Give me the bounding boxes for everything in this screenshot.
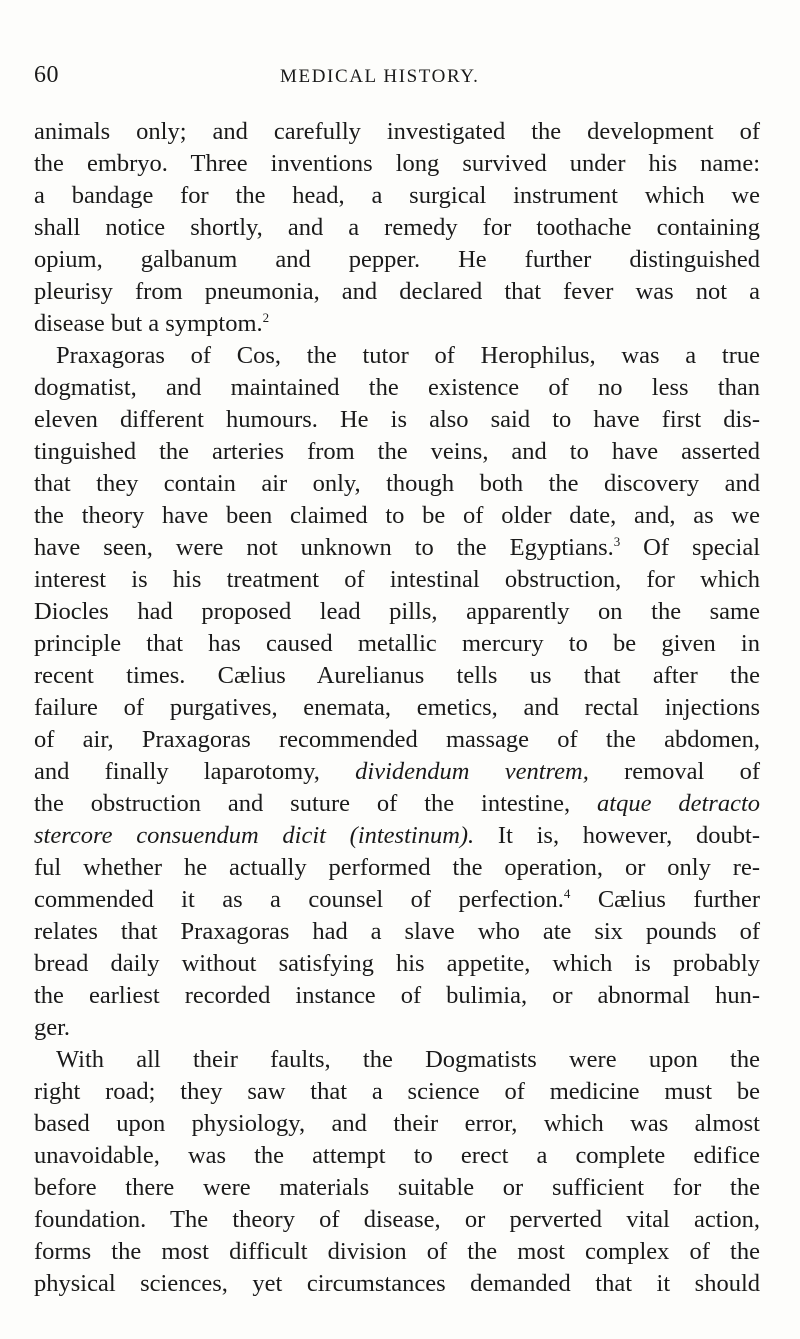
line-text-continued: It is, however, doubt- xyxy=(474,822,760,849)
text-line xyxy=(34,1140,760,1172)
line-text: the obstruction and suture of the intestine, xyxy=(34,790,598,817)
body-text xyxy=(34,116,760,1300)
text-line xyxy=(34,468,760,500)
page-number: 60 xyxy=(34,62,59,88)
line-text: have seen, were not unknown to the Egyptians. xyxy=(34,534,614,561)
footnote-marker: 4 xyxy=(563,886,571,901)
line-text: tinguished the arteries from the veins, and to have asserted xyxy=(34,438,760,465)
text-line xyxy=(34,660,760,692)
line-text: dogmatist, and maintained the existence of no less than xyxy=(34,374,760,401)
text-line xyxy=(34,404,760,436)
line-text: opium, galbanum and pepper. He further distinguished xyxy=(34,246,760,273)
line-text: physical sciences, yet circumstances demanded that it should xyxy=(34,1270,760,1297)
text-line xyxy=(34,500,760,532)
text-line xyxy=(34,916,760,948)
line-text: relates that Praxagoras had a slave who ate six pounds of xyxy=(34,918,760,945)
latin-phrase: atque detracto xyxy=(597,790,761,817)
text-line xyxy=(34,1012,760,1044)
line-text: unavoidable, was the attempt to erect a complete edifice xyxy=(34,1142,760,1169)
line-text: disease but a symptom. xyxy=(34,310,263,337)
text-line xyxy=(34,372,760,404)
text-line xyxy=(34,436,760,468)
line-text: the theory have been claimed to be of older date, and, as we xyxy=(34,502,760,529)
text-line xyxy=(34,852,760,884)
text-line xyxy=(34,596,760,628)
line-text: recent times. Cælius Aurelianus tells us that after the xyxy=(34,662,760,689)
latin-phrase: stercore consuendum dicit (intestinum). xyxy=(34,822,475,849)
line-text: and finally laparotomy, xyxy=(34,758,356,785)
text-line xyxy=(34,1236,760,1268)
line-text: the embryo. Three inventions long survived under his name: xyxy=(34,150,760,177)
footnote-marker: 2 xyxy=(262,310,270,325)
line-text: of air, Praxagoras recommended massage of the abdomen, xyxy=(34,726,760,753)
text-line xyxy=(34,820,760,852)
text-line xyxy=(34,1044,760,1076)
text-line xyxy=(34,724,760,756)
text-line xyxy=(34,244,760,276)
text-line xyxy=(34,532,760,564)
line-text: forms the most difficult division of the most complex of the xyxy=(34,1238,760,1265)
text-line xyxy=(34,1172,760,1204)
text-line xyxy=(34,756,760,788)
line-text: interest is his treatment of intestinal obstruction, for which xyxy=(34,566,760,593)
text-line xyxy=(34,148,760,180)
line-text: right road; they saw that a science of medicine must be xyxy=(34,1078,760,1105)
line-text: failure of purgatives, enemata, emetics, and rectal injections xyxy=(34,694,760,721)
line-text: bread daily without satisfying his appetite, which is probably xyxy=(34,950,760,977)
line-text: commended it as a counsel of perfection. xyxy=(34,886,564,913)
line-text: pleurisy from pneumonia, and declared that fever was not a xyxy=(34,278,760,305)
footnote-marker: 3 xyxy=(613,534,621,549)
line-text: that they contain air only, though both the discovery and xyxy=(34,470,760,497)
line-text: principle that has caused metallic mercury to be given in xyxy=(34,630,760,657)
line-text: Praxagoras of Cos, the tutor of Herophilus, was a true xyxy=(56,342,760,369)
text-line xyxy=(34,1108,760,1140)
text-line xyxy=(34,276,760,308)
line-text: Diocles had proposed lead pills, apparently on the same xyxy=(34,598,760,625)
line-text-continued: Cælius further xyxy=(570,886,760,913)
line-text: With all their faults, the Dogmatists were upon the xyxy=(56,1046,760,1073)
page-header xyxy=(34,62,764,92)
text-line xyxy=(34,692,760,724)
text-line xyxy=(34,1268,760,1300)
text-line xyxy=(34,1076,760,1108)
text-line xyxy=(34,180,760,212)
text-line xyxy=(34,948,760,980)
line-text: ful whether he actually performed the operation, or only re- xyxy=(34,854,760,881)
line-text: foundation. The theory of disease, or perverted vital action, xyxy=(34,1206,760,1233)
text-line xyxy=(34,564,760,596)
text-line xyxy=(34,340,760,372)
line-text-continued: Of special xyxy=(620,534,760,561)
text-line xyxy=(34,116,760,148)
line-text-continued: removal of xyxy=(588,758,760,785)
text-line xyxy=(34,212,760,244)
latin-phrase: dividendum ventrem, xyxy=(355,758,589,785)
line-text: animals only; and carefully investigated the development of xyxy=(34,118,760,145)
line-text: shall notice shortly, and a remedy for toothache containing xyxy=(34,214,760,241)
running-title: MEDICAL HISTORY. xyxy=(280,66,480,87)
text-line xyxy=(34,1204,760,1236)
line-text: ger. xyxy=(34,1014,71,1041)
line-text: a bandage for the head, a surgical instrument which we xyxy=(34,182,760,209)
line-text: the earliest recorded instance of bulimia, or abnormal hun- xyxy=(34,982,760,1009)
line-text: before there were materials suitable or sufficient for the xyxy=(34,1174,760,1201)
text-line xyxy=(34,884,760,916)
line-text: based upon physiology, and their error, which was almost xyxy=(34,1110,760,1137)
text-line xyxy=(34,628,760,660)
text-line xyxy=(34,980,760,1012)
line-text: eleven different humours. He is also said to have first dis- xyxy=(34,406,760,433)
text-line xyxy=(34,308,760,340)
text-line xyxy=(34,788,760,820)
